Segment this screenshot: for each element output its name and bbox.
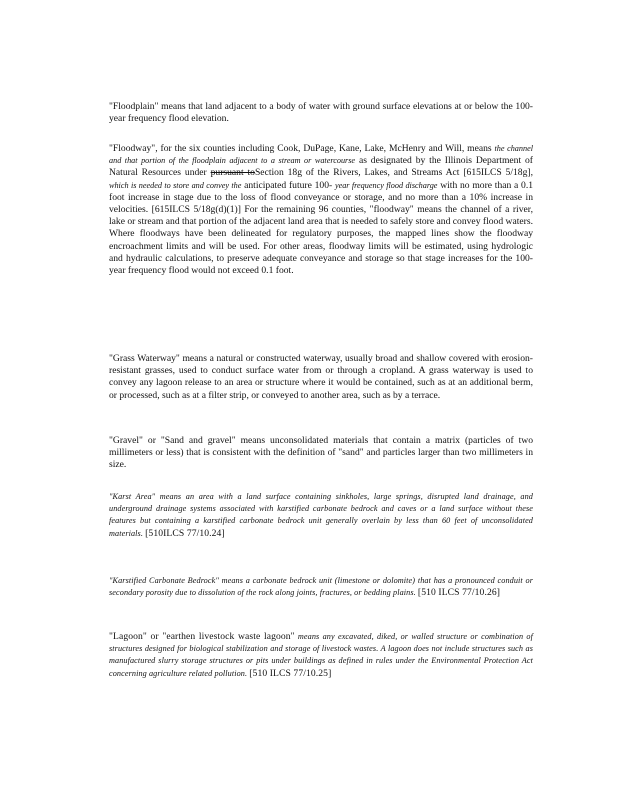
floodway-text-g: anticipated future 100- <box>244 179 333 191</box>
floodway-text-f: which is needed to store and convey the <box>109 180 242 190</box>
definition-gravel <box>109 435 533 472</box>
definition-karst-area <box>109 491 533 540</box>
floodway-struck-text: pursuant to <box>210 167 255 179</box>
grass-waterway-text: "Grass Waterway" means a natural or constructed waterway, usually broad and shallow covered with erosion-resistant grasses, used to conduct surface water from or through a cropland. A grass waterway is used to convey any lagoon release to an area or structure where it would be contained, such as at an additional berm, or processed, such as at a filter strip, or conveyed to another area, such as by a terrace. <box>109 353 533 401</box>
floodplain-text: "Floodplain" means that land adjacent to a body of water with ground surface elevations at or below the 100-year frequency flood elevation. <box>109 101 533 125</box>
gravel-text: "Gravel" or "Sand and gravel" means unconsolidated materials that contain a matrix (particles of two millimeters or less) that is consistent with the definition of "sand" and particles larger than two millimeters in size. <box>109 435 533 471</box>
floodway-text-i: with no more than a 0.1 foot increase in stage due to the loss of flood conveyance or storage, and no more than a 10% increase in velocities. [615ILCS 5/18g(d)(1)] For the remaining 96 counties, "floodway" means the channel of a river, lake or stream and that portion of the adjacent land area that is needed to safely store and convey flood waters. Where floodways have been delineated for regulatory purposes, the mapped lines show the floodway encroachment limits and will be used. For other areas, floodway limits will be estimated, using hydrologic and hydraulic calculations, to preserve adequate conveyance and storage so that stage increases for the 100-year frequency flood would not exceed 0.1 foot. <box>109 179 534 277</box>
karstified-citation: [510 ILCS 77/10.26] <box>417 587 501 599</box>
lagoon-text: means any excavated, diked, or walled structure or combination of structures designed for biological stabilization and storage of livestock wastes. A lagoon does not include structures such as manufactured slurry storage structures or pits under buildings as defined in rules under the Environmental Protection Act concerning agriculture related pollution. <box>109 632 533 678</box>
definition-grass-waterway <box>109 353 533 402</box>
floodway-text-h: year frequency flood discharge <box>334 180 438 190</box>
karst-area-text: "Karst Area" means an area with a land surface containing sinkholes, large springs, disrupted land drainage, and underground drainage systems associated with karstified carbonate bedrock and caves or a land surface without these features but containing a karstified carbonate bedrock unit generally overlain by less than 60 feet of unconsolidated materials. <box>109 492 533 538</box>
floodway-text-b: the channel and that portion of the floodplain adjacent to a stream or watercourse <box>109 144 533 166</box>
floodway-text-e: Section 18g of the Rivers, Lakes, and Streams Act [615ILCS 5/18g], <box>254 167 533 179</box>
definition-floodway <box>109 143 533 277</box>
lagoon-citation: [510 ILCS 77/10.25] <box>249 667 332 679</box>
floodway-text-c: as designated by the Illinois Department of Natural Resources under <box>109 155 533 179</box>
definition-floodplain <box>109 101 533 125</box>
definition-karstified-bedrock <box>109 575 533 599</box>
lagoon-lead: "Lagoon" or "earthen livestock waste lagoon" <box>109 631 295 642</box>
karstified-text: "Karstified Carbonate Bedrock" means a carbonate bedrock unit (limestone or dolomite) that has a pronounced conduit or secondary porosity due to dissolution of the rock along joints, fractures, or bedding plains. <box>109 576 533 598</box>
definition-lagoon <box>109 631 533 680</box>
karst-area-citation: [510ILCS 77/10.24] <box>145 527 225 539</box>
floodway-text-a: "Floodway", for the six counties including Cook, DuPage, Kane, Lake, McHenry and Will, means <box>109 143 492 154</box>
